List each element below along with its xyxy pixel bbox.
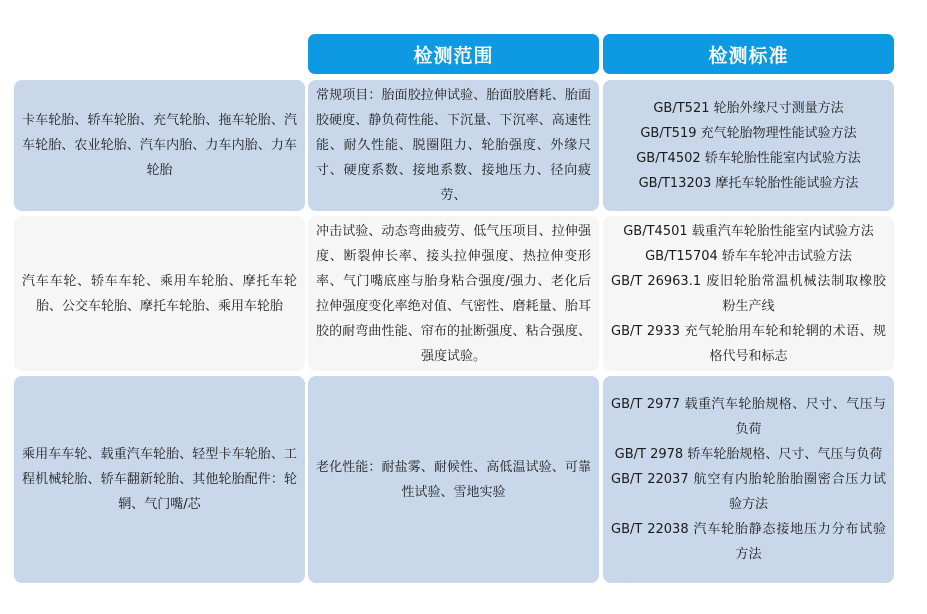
standard-item: GB/T4502 轿车轮胎性能室内试验方法 <box>636 150 861 166</box>
row3-scope: 老化性能：耐盐雾、耐候性、高低温试验、可靠性试验、雪地实验 <box>316 459 591 500</box>
row3-products-cell <box>14 376 305 583</box>
standard-item: GB/T15704 轿车车轮冲击试验方法 <box>645 248 852 264</box>
standard-item: GB/T519 充气轮胎物理性能试验方法 <box>640 125 857 141</box>
row1-products: 卡车轮胎、轿车轮胎、充气轮胎、拖车轮胎、汽车轮胎、农业轮胎、汽车内胎、力车内胎、力车轮胎 <box>22 113 297 178</box>
row2-standards-cell <box>603 216 894 371</box>
standard-item: GB/T521 轮胎外缘尺寸测量方法 <box>653 100 844 116</box>
row1-scope-cell <box>308 80 599 211</box>
row3-standards-cell <box>603 376 894 583</box>
standard-item: GB/T13203 摩托车轮胎性能试验方法 <box>638 175 859 191</box>
standard-item: GB/T 22038 汽车轮胎静态接地压力分布试验方法 <box>611 522 886 562</box>
row1-standards <box>611 96 886 196</box>
row3-products: 乘用车车轮、载重汽车轮胎、轻型卡车轮胎、工程机械轮胎、轿车翻新轮胎、其他轮胎配件：轮辋、气门嘴/芯 <box>22 447 297 512</box>
standard-item: GB/T 22037 航空有内胎轮胎胎圈密合压力试验方法 <box>611 472 886 512</box>
row2-scope-cell <box>308 216 599 371</box>
row1-products-cell <box>14 80 305 211</box>
standard-item: GB/T 26963.1 废旧轮胎常温机械法制取橡胶粉生产线 <box>611 273 886 314</box>
header-scope: 检测范围 <box>308 34 599 74</box>
row2-standards <box>611 219 886 369</box>
standard-item: GB/T 2977 载重汽车轮胎规格、尺寸、气压与负荷 <box>611 397 886 437</box>
row1-standards-cell <box>603 80 894 211</box>
row1-scope: 常规项目：胎面胶拉伸试验、胎面胶磨耗、胎面胶硬度、静负荷性能、下沉量、下沉率、高速性能、耐久性能、脱圈阻力、轮胎强度、外缘尺寸、硬度系数、接地系数、接地压力、径向疲劳、 <box>316 88 591 203</box>
row3-scope-cell <box>308 376 599 583</box>
header-standard: 检测标准 <box>603 34 894 74</box>
row2-scope: 冲击试验、动态弯曲疲劳、低气压项目、拉伸强度、断裂伸长率、接头拉伸强度、热拉伸变形率、气门嘴底座与胎身粘合强度/强力、老化后拉伸强度变化率绝对值、气密性、磨耗量、胎耳胶的耐弯曲性能、帘布的扯断强度、粘合强度、强度试验。 <box>316 223 591 364</box>
standard-item: GB/T 2933 充气轮胎用车轮和轮辋的术语、规格代号和标志 <box>611 323 886 364</box>
standard-item: GB/T4501 载重汽车轮胎性能室内试验方法 <box>623 223 874 239</box>
row2-products: 汽车车轮、轿车车轮、乘用车轮胎、摩托车轮胎、公交车轮胎、摩托车轮胎、乘用车轮胎 <box>22 273 297 314</box>
row3-standards <box>611 392 886 567</box>
standard-item: GB/T 2978 轿车轮胎规格、尺寸、气压与负荷 <box>614 447 883 462</box>
row2-products-cell <box>14 216 305 371</box>
